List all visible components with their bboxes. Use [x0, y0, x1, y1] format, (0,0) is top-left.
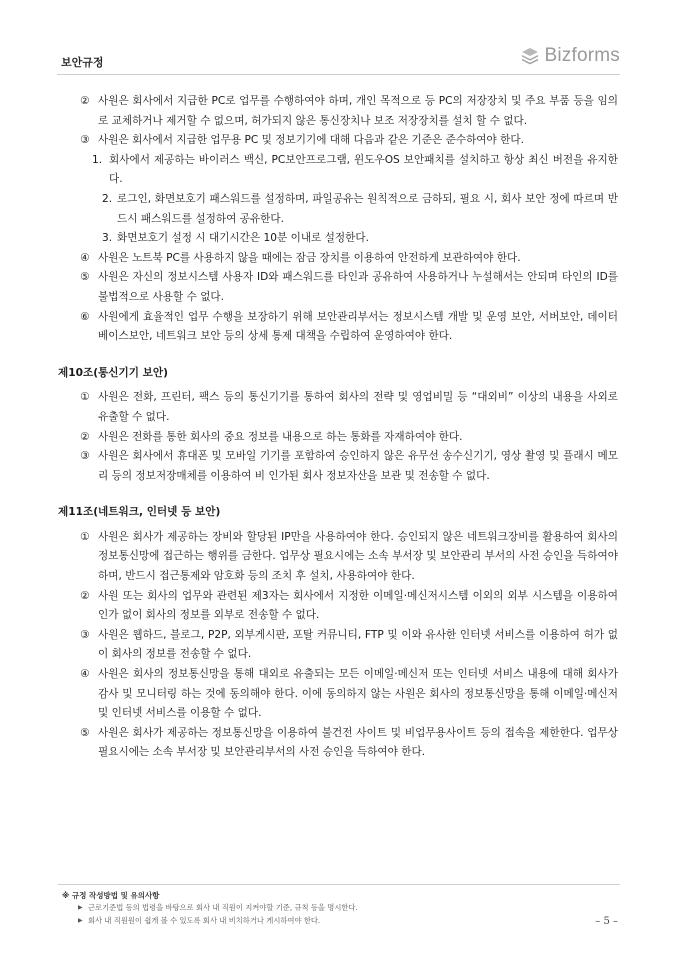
clause-text: 사원은 전화, 프린터, 팩스 등의 통신기기를 통하여 회사의 전략 및 영업비밀 등 “대외비” 이상의 내용을 사외로 유출할 수 없다. — [98, 391, 618, 423]
clause — [58, 528, 618, 587]
clause-number: ③ — [80, 628, 90, 641]
clause-text: 사원은 전화를 통한 회사의 중요 정보를 내용으로 하는 통화를 자재하여야 한다. — [98, 430, 463, 443]
page-number: – 5 – — [595, 916, 618, 927]
clause-text: 사원은 웹하드, 블로그, P2P, 외부게시판, 포탈 커뮤니티, FTP 및 이와 유사한 인터넷 서비스를 이용하여 허가 없이 회사의 정보를 전송할 수 없다. — [98, 628, 618, 661]
clause — [58, 724, 618, 763]
page-header — [57, 40, 620, 75]
logo-text: Bizforms — [544, 45, 620, 66]
sub-clause-text: 로그인, 화면보호기 패스워드를 설정하며, 파일공유는 원칙적으로 금하되, 필요 시, 회사 보안 정에 따르며 반드시 패스워드를 설정하여 공유한다. — [117, 192, 618, 225]
document-title: 보안규정 — [61, 56, 104, 69]
clause — [58, 388, 618, 427]
clause-text: 사원은 회사에서 휴대폰 및 모바일 기기를 포함하여 승인하지 않은 유무선 송수신기기, 영상 촬영 및 플래시 메모리 등의 정보저장매체를 이용하여 비 인가된 회사 정보자산을 보관 및 전송할 수 없다. — [98, 450, 618, 482]
sub-clause-text: 회사에서 제공하는 바이러스 백신, PC보안프로그램, 윈도우OS 보안패치를 설치하고 항상 최신 버전을 유지한다. — [109, 153, 618, 186]
sub-clause-number: 1. — [92, 153, 103, 166]
document-body — [58, 92, 618, 763]
clause — [58, 428, 618, 448]
stack-logo-icon — [521, 47, 539, 65]
clause-number: ⑤ — [80, 726, 90, 739]
article-9-continued — [58, 92, 618, 347]
clause — [58, 308, 618, 347]
clause-number: ③ — [80, 450, 90, 463]
article-11 — [58, 503, 618, 763]
clause-number: ① — [80, 530, 90, 543]
article-10 — [58, 364, 618, 487]
footnote-item — [58, 914, 620, 927]
sub-clause — [58, 229, 618, 249]
clause-number: ④ — [80, 668, 90, 681]
clause-number: ③ — [80, 134, 90, 147]
clause-number: ④ — [80, 251, 90, 264]
article-heading: 제11조(네트워크, 인터넷 등 보안) — [58, 506, 221, 519]
clause — [58, 447, 618, 486]
clause-number: ② — [80, 589, 90, 602]
clause — [58, 268, 618, 307]
triangle-bullet-icon: ▶ — [78, 904, 83, 911]
sub-clause — [58, 190, 618, 229]
clause — [58, 131, 618, 151]
clause-text: 사원은 자신의 정보시스템 사용자 ID와 패스워드를 타인과 공유하여 사용하거나 누설해서는 안되며 타인의 ID를 불법적으로 사용할 수 없다. — [98, 271, 618, 303]
clause — [58, 587, 618, 626]
clause-text: 사원은 회사가 제공하는 정보통신망을 이용하여 불건전 사이트 및 비업무용사이트 등의 접속을 제한한다. 업무상 필요시에는 소속 부서장 및 보안관리부서의 사전 승인을 득하여야 한다. — [98, 726, 618, 759]
sub-clause — [58, 151, 618, 190]
sub-clause-number: 2. — [102, 192, 113, 205]
clause — [58, 249, 618, 269]
triangle-bullet-icon: ▶ — [78, 917, 83, 924]
footnote-item — [58, 901, 620, 914]
clause-number: ② — [80, 95, 90, 107]
clause — [58, 626, 618, 665]
clause-text: 사원에게 효율적인 업무 수행을 보장하기 위해 보안관리부서는 정보시스템 개발 및 운영 보안, 서버보안, 데이터베이스보안, 네트워크 보안 등의 상세 통제 대책을 수립하여 운영하여야 한다. — [98, 310, 618, 343]
footnote-section — [58, 884, 620, 927]
clause-text: 사원은 회사에서 지급한 PC로 업무를 수행하여야 하며, 개인 목적으로 등 PC의 저장장치 및 주요 부품 등을 임의로 교체하거나 제거할 수 없으며, 허가되지 않은 통신장치나 보조 저장장치를 설치 할 수 없다. — [98, 95, 618, 127]
clause-number: ⑥ — [80, 310, 90, 323]
article-heading: 제10조(통신기기 보안) — [58, 366, 168, 379]
clause-number: ⑤ — [80, 271, 90, 284]
footnote-title: ※ 규정 작성방법 및 유의사항 — [62, 891, 160, 900]
bizforms-logo — [521, 45, 621, 67]
clause-text: 사원은 회사가 제공하는 장비와 할당된 IP만을 사용하여야 한다. 승인되지 않은 네트워크장비를 활용하여 회사의 정보통신망에 접근하는 행위를 금한다. 업무상 필요시에는 소속 부서장 및 보안관리 부서의 사전 승인을 득하여야 하며, 반드시 접근통제와 암호화 등의 조치 후 설치, 사용하여야 한다. — [98, 530, 618, 583]
clause — [58, 92, 618, 131]
sub-clause-text: 화면보호기 설정 시 대기시간은 10분 이내로 설정한다. — [117, 232, 369, 245]
clause-number: ② — [80, 430, 90, 443]
sub-clause-number: 3. — [102, 232, 113, 245]
clause-text: 사원 또는 회사의 업무와 관련된 제3자는 회사에서 지정한 이메일·메신저시스템 이외의 외부 시스템을 이용하여 인가 없이 회사의 정보를 외부로 전송할 수 없다. — [98, 589, 618, 622]
footnote-text: 근로기준법 등의 법령을 바탕으로 회사 내 직원이 지켜야할 기준, 규칙 등을 명시한다. — [88, 903, 358, 912]
clause — [58, 665, 618, 724]
clause-number: ① — [80, 391, 90, 404]
footnote-text: 회사 내 직원원이 쉽게 볼 수 있도록 회사 내 비치하거나 게시하여야 한다. — [88, 916, 321, 925]
clause-text: 사원은 회사의 정보통신망을 통해 대외로 유출되는 모든 이메일·메신저 또는 인터넷 서비스 내용에 대해 회사가 감사 및 모니터링 하는 것에 동의해야 한다. 이에 동의하지 않는 사원은 회사의 정보통신망을 통해 이메일·메신저 및 인터넷 서비스를 이용할 수 없다. — [98, 668, 618, 720]
clause-text: 사원은 노트북 PC를 사용하지 않을 때에는 잠금 장치를 이용하여 안전하게 보관하여야 한다. — [98, 251, 521, 264]
clause-text: 사원은 회사에서 지급한 업무용 PC 및 정보기기에 대해 다음과 같은 기준은 준수하여야 한다. — [98, 134, 524, 147]
